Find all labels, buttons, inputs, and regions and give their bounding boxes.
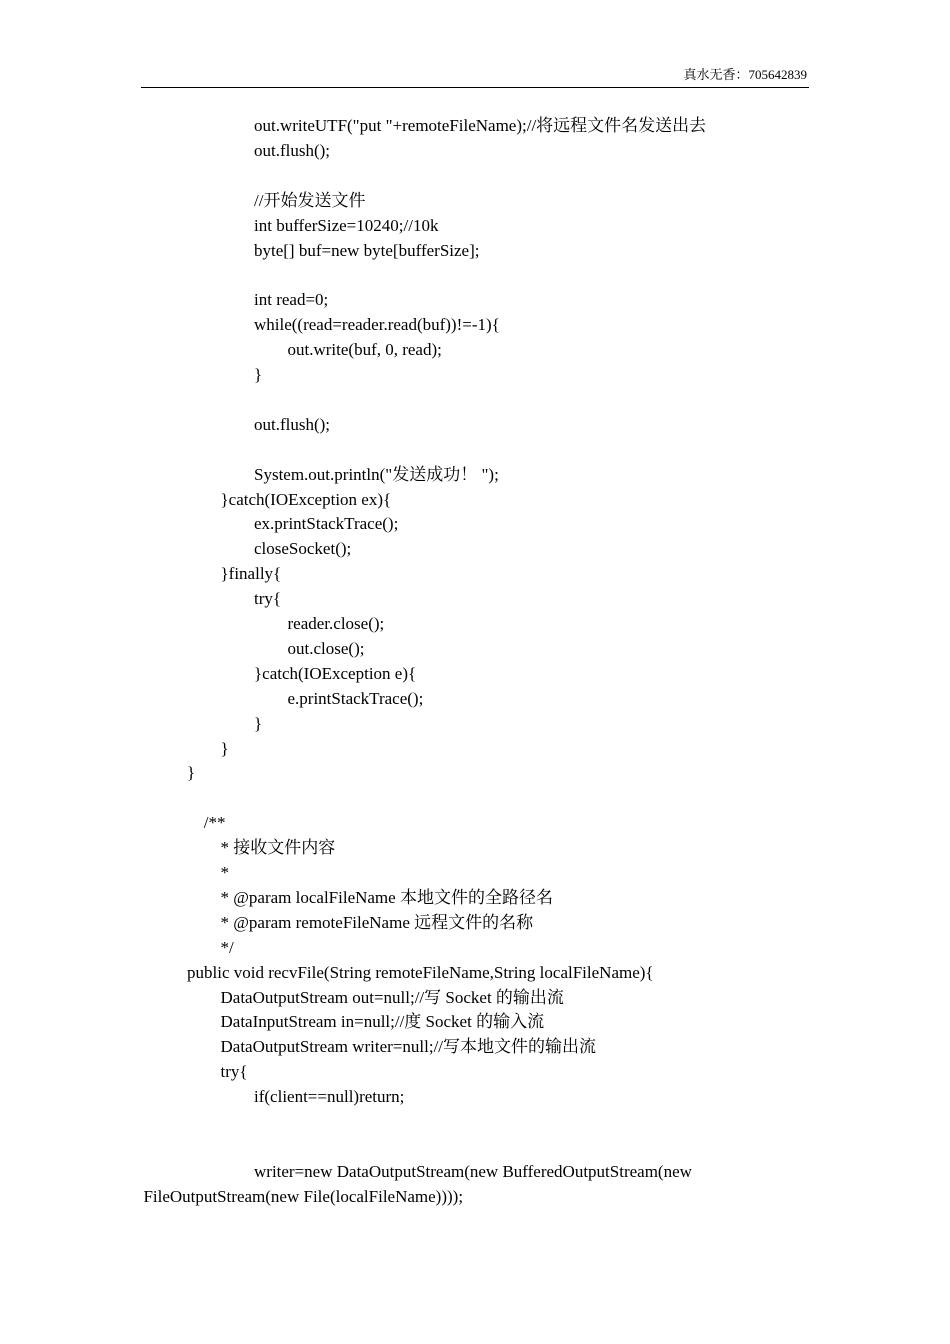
code-line: closeSocket(); [254, 539, 352, 559]
header-divider [141, 87, 809, 88]
code-line: */ [220, 937, 234, 957]
code-line: out.write(buf, 0, read); [287, 340, 442, 360]
code-line: System.out.println("发送成功！ "); [254, 464, 499, 484]
code-line: public void recvFile(String remoteFileName,String localFileName){ [187, 962, 654, 982]
code-line: DataInputStream in=null;//度 Socket 的输入流 [220, 1012, 545, 1032]
code-line: int read=0; [254, 290, 329, 310]
code-line: ex.printStackTrace(); [254, 514, 399, 534]
code-line: * 接收文件内容 [220, 838, 336, 858]
code-line: try{ [254, 589, 282, 609]
code-line: DataOutputStream writer=null;//写本地文件的输出流 [220, 1037, 597, 1057]
code-line: FileOutputStream(new File(localFileName)))); [143, 1186, 464, 1206]
code-line: out.flush(); [254, 414, 331, 434]
code-line: if(client==null)return; [254, 1087, 405, 1107]
code-line: } [254, 713, 263, 733]
code-line: out.writeUTF("put "+remoteFileName);//将远程文件名发送出去 [254, 116, 707, 135]
code-line: * [220, 863, 229, 882]
code-line: writer=new DataOutputStream(new BufferedOutputStream(new [254, 1161, 692, 1181]
code-line: int bufferSize=10240;//10k [254, 215, 439, 235]
code-line: } [187, 763, 196, 783]
code-line: byte[] buf=new byte[bufferSize]; [254, 240, 480, 260]
code-line: out.flush(); [254, 140, 331, 160]
code-line: /** [203, 813, 226, 833]
code-line: try{ [220, 1062, 248, 1082]
page-header-text: 真水无香：705642839 [683, 67, 807, 82]
code-line: out.close(); [287, 638, 365, 658]
code-line: }catch(IOException e){ [254, 663, 417, 683]
code-line: DataOutputStream out=null;//写 Socket 的输出流 [220, 987, 564, 1007]
code-line: reader.close(); [287, 614, 385, 633]
code-line: * @param localFileName 本地文件的全路径名 [220, 887, 553, 907]
code-line: }catch(IOException ex){ [220, 489, 392, 509]
code-line: e.printStackTrace(); [287, 688, 424, 708]
code-line: while((read=reader.read(buf))!=-1){ [254, 315, 500, 335]
code-line: * @param remoteFileName 远程文件的名称 [220, 912, 534, 932]
code-line: //开始发送文件 [254, 190, 366, 210]
code-line: }finally{ [220, 564, 282, 584]
code-line: } [220, 738, 229, 758]
code-line: } [254, 365, 263, 384]
